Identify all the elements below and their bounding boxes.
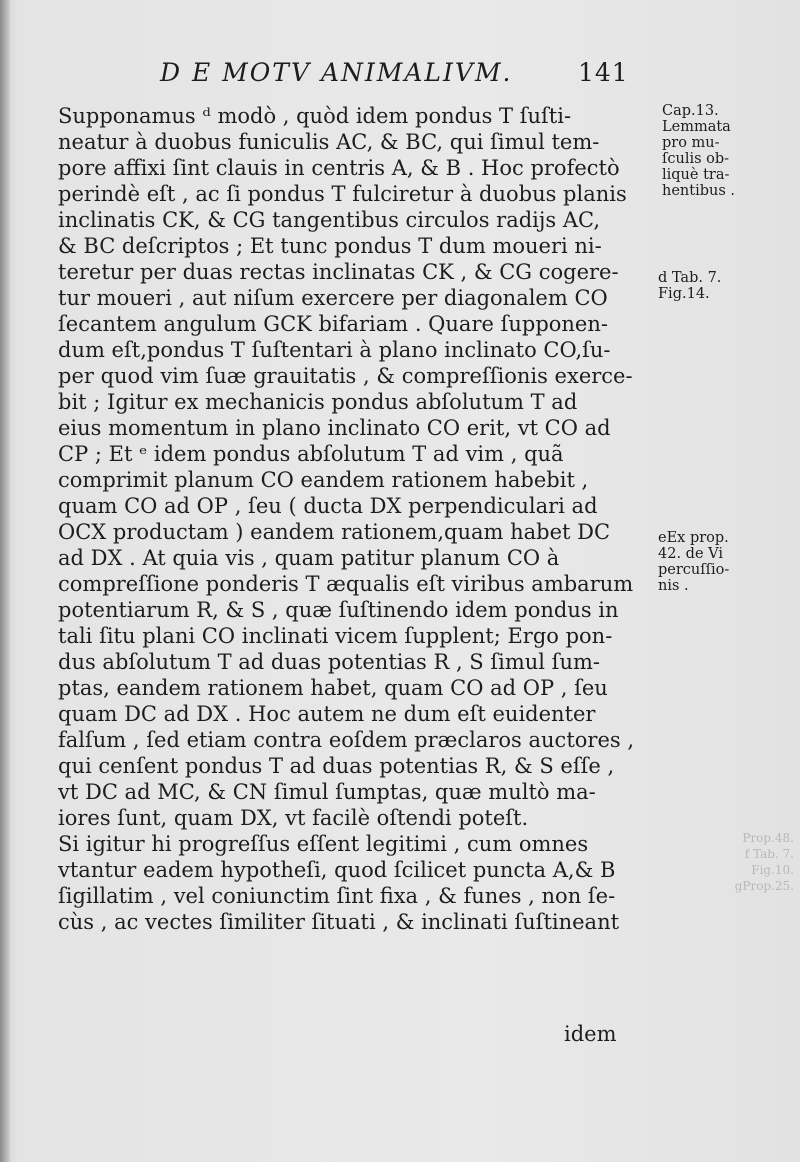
- note-line: percuſſio-: [658, 562, 730, 578]
- margin-note-table-ref: [658, 270, 778, 302]
- text-line: teretur per duas rectas inclinatas CK , & CG cogere-: [58, 260, 619, 284]
- text-line: neatur à duobus funiculis AC, & BC, qui ſimul tem-: [58, 130, 600, 154]
- catchword: idem: [564, 1022, 617, 1046]
- text-line: vtantur eadem hypotheſi, quod ſcilicet puncta A,& B: [58, 858, 616, 882]
- text-line: dum eſt,pondus T ſuſtentari à plano inclinato CO,ſu-: [58, 338, 611, 362]
- note-line: Cap.13.: [662, 103, 719, 119]
- margin-note-proposition-ref: [658, 530, 778, 594]
- margin-note-chapter: [662, 103, 782, 199]
- running-head-title: D E MOTV ANIMALIVM.: [160, 58, 513, 87]
- text-line: qui cenſent pondus T ad duas potentias R, & S eſſe ,: [58, 754, 615, 778]
- text-line: ſigillatim , vel coniunctim ſint fixa , & funes , non ſe-: [58, 884, 616, 908]
- text-line: pore affixi ſint clauis in centris A, & B . Hoc profectò: [58, 156, 620, 180]
- text-line: ptas, eandem rationem habet, quam CO ad OP , ſeu: [58, 676, 608, 700]
- note-line: hentibus .: [662, 183, 736, 199]
- text-line: quam DC ad DX . Hoc autem ne dum eſt euidenter: [58, 702, 596, 726]
- text-line: OCX productam ) eandem rationem,quam habet DC: [58, 520, 611, 544]
- note-line: Lemmata: [662, 119, 731, 135]
- text-line: falſum , ſed etiam contra eoſdem præclaros auctores ,: [58, 728, 634, 752]
- running-head: [160, 58, 630, 87]
- page-gutter-shadow: [0, 0, 10, 1162]
- text-line: eius momentum in plano inclinato CO erit, vt CO ad: [58, 416, 611, 440]
- note-line: liquè tra-: [662, 167, 730, 183]
- note-line: f Tab. 7.: [744, 847, 794, 861]
- text-line: & BC deſcriptos ; Et tunc pondus T dum moueri ni-: [58, 234, 602, 258]
- main-text-block: [58, 103, 658, 935]
- note-line: Fig.10.: [751, 863, 794, 877]
- note-line: eEx prop.: [658, 530, 729, 546]
- text-line: vt DC ad MC, & CN ſimul ſumptas, quæ multò ma-: [58, 780, 596, 804]
- text-line: tali ſitu plani CO inclinati vicem ſupplent; Ergo pon-: [58, 624, 613, 648]
- text-line: ad DX . At quia vis , quam patitur planum CO à: [58, 546, 560, 570]
- text-line: compreſſione ponderis T æqualis eſt viribus ambarum: [58, 572, 634, 596]
- text-line: iores ſunt, quam DX, vt facilè oſtendi poteſt.: [58, 806, 529, 830]
- text-line: cùs , ac vectes ſimiliter ſituati , & inclinati ſuſtineant: [58, 910, 620, 934]
- note-line: ſculis ob-: [662, 151, 730, 167]
- text-line: comprimit planum CO eandem rationem habebit ,: [58, 468, 589, 492]
- note-line: d Tab. 7.: [658, 270, 722, 286]
- text-line: per quod vim ſuæ grauitatis , & compreſſionis exerce-: [58, 364, 633, 388]
- page-number: 141: [578, 58, 629, 87]
- text-line: bit ; Igitur ex mechanicis pondus abſolutum T ad: [58, 390, 578, 414]
- text-line: tur moueri , aut niſum exercere per diagonalem CO: [58, 286, 608, 310]
- text-line: perindè eſt , ac ſi pondus T fulciretur à duobus planis: [58, 182, 627, 206]
- note-line: Prop.48.: [742, 831, 794, 845]
- text-line: Supponamus ᵈ modò , quòd idem pondus T ſuſti-: [58, 104, 572, 128]
- text-line: CP ; Et ᵉ idem pondus abſolutum T ad vim , quã: [58, 442, 564, 466]
- text-line: ſecantem angulum GCK bifariam . Quare ſupponen-: [58, 312, 608, 336]
- note-line: nis .: [658, 578, 689, 594]
- note-line: Fig.14.: [658, 286, 710, 302]
- text-line: potentiarum R, & S , quæ ſuſtinendo idem pondus in: [58, 598, 619, 622]
- note-line: pro mu-: [662, 135, 720, 151]
- note-line: gProp.25.: [734, 879, 794, 893]
- text-line: inclinatis CK, & CG tangentibus circulos radijs AC,: [58, 208, 600, 232]
- text-line: dus abſolutum T ad duas potentias R , S ſimul ſum-: [58, 650, 600, 674]
- show-through-text: [734, 830, 794, 894]
- text-line: Si igitur hi progreſſus eſſent legitimi , cum omnes: [58, 832, 589, 856]
- text-line: quam CO ad OP , ſeu ( ducta DX perpendiculari ad: [58, 494, 598, 518]
- note-line: 42. de Vi: [658, 546, 723, 562]
